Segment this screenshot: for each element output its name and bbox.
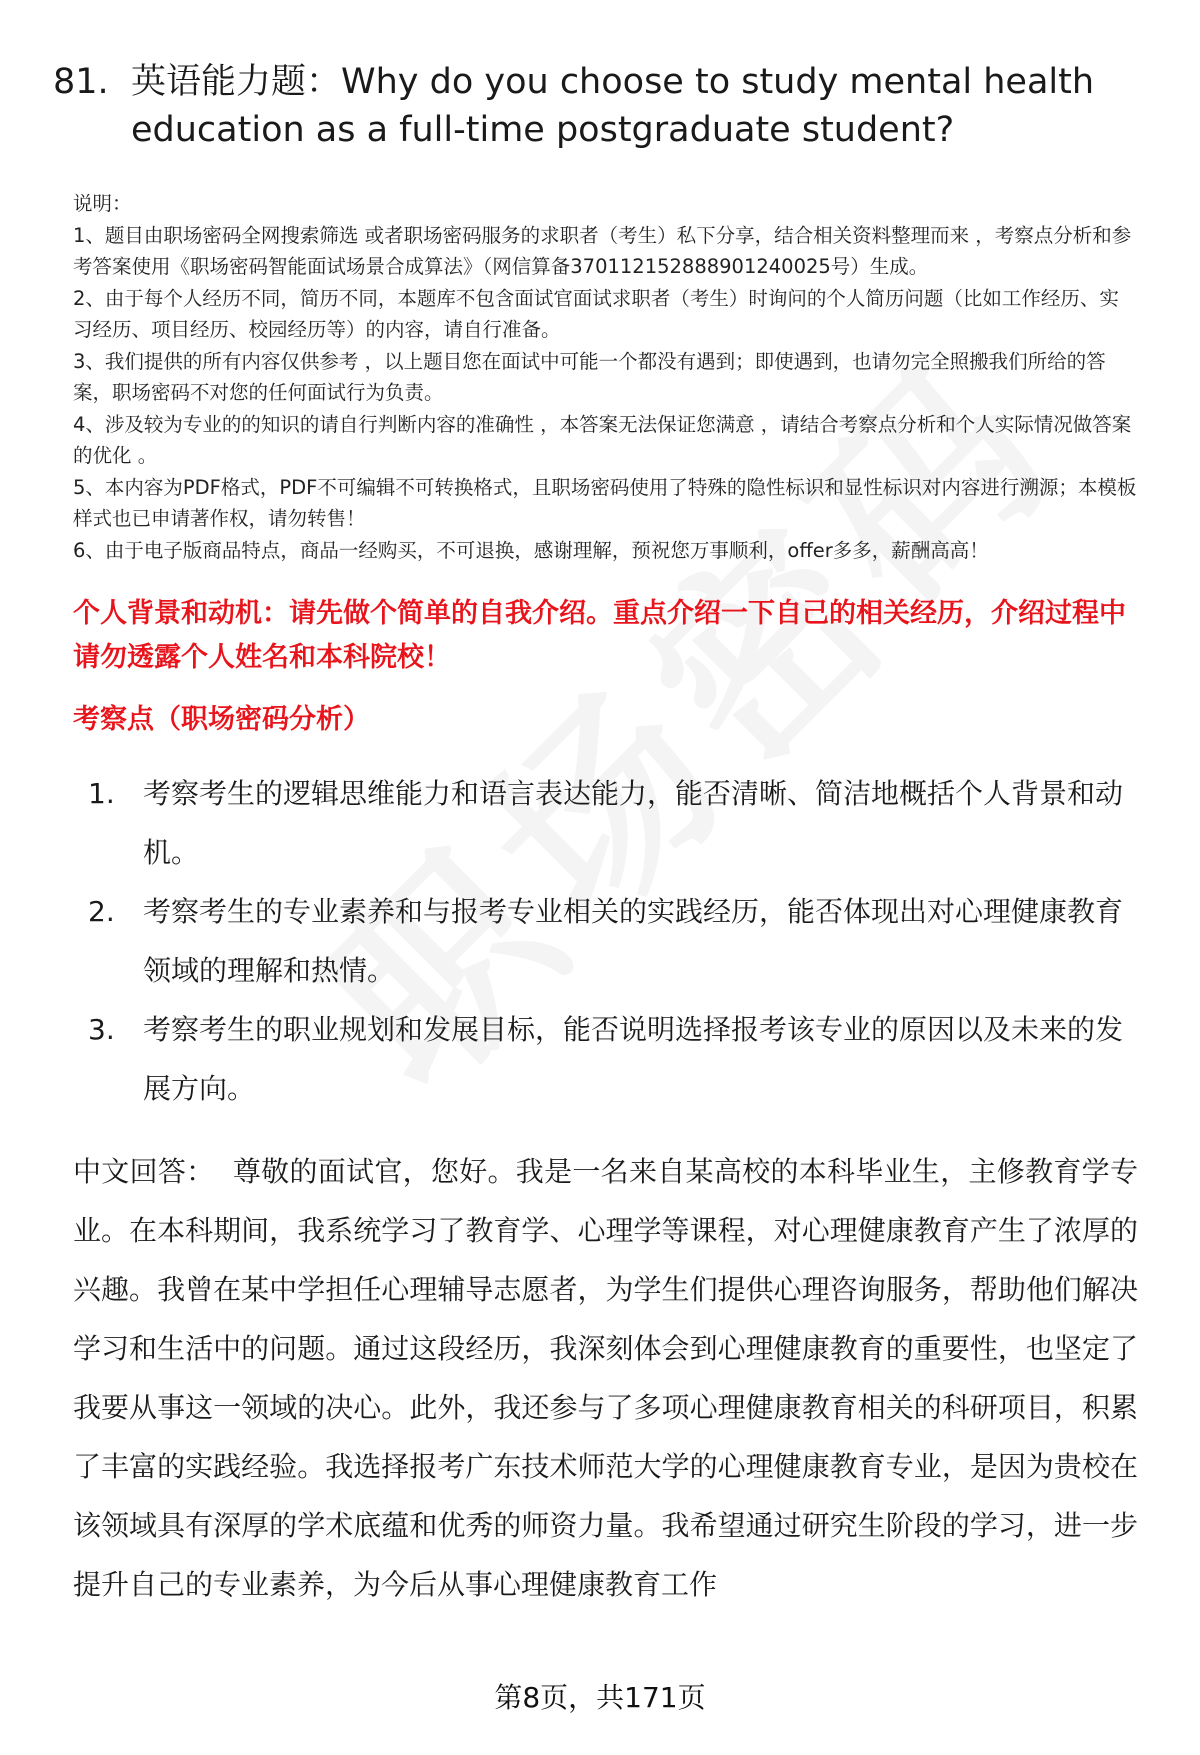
answer-label: 中文回答： bbox=[73, 1155, 215, 1188]
analysis-heading: 考察点（职场密码分析） bbox=[73, 704, 370, 735]
point-text: 考察考生的专业素养和与报考专业相关的实践经历，能否体现出对心理健康教育领域的理解和热情。 bbox=[143, 895, 1124, 987]
question-number: 81. bbox=[53, 62, 109, 102]
note-item: 4、涉及较为专业的的知识的请自行判断内容的准确性 ，本答案无法保证您满意 ，请结合考察点分析和个人实际情况做答案的优化 。 bbox=[73, 412, 1132, 467]
point-text: 考察考生的职业规划和发展目标，能否说明选择报考该专业的原因以及未来的发展方向。 bbox=[143, 1013, 1124, 1105]
note-item: 6、由于电子版商品特点，商品一经购买，不可退换，感谢理解，预祝您万事顺利，offer多多，薪酬高高！ bbox=[73, 538, 989, 562]
analysis-point bbox=[73, 1000, 1138, 1118]
note-item: 2、由于每个人经历不同，简历不同，本题库不包含面试官面试求职者（考生）时询问的个人简历问题（比如工作经历、实习经历、项目经历、校园经历等）的内容，请自行准备。 bbox=[73, 286, 1119, 341]
note-item: 5、本内容为PDF格式，PDF不可编辑不可转换格式，且职场密码使用了特殊的隐性标识和显性标识对内容进行溯源；本模板样式也已申请著作权，请勿转售！ bbox=[73, 475, 1137, 530]
question-text: 英语能力题：Why do you choose to study mental health education as a full-time postgraduate student? bbox=[131, 62, 1095, 150]
question-title bbox=[53, 58, 1138, 154]
point-number: 1. bbox=[88, 777, 115, 810]
analysis-point bbox=[73, 764, 1138, 882]
notes-label: 说明： bbox=[73, 192, 132, 215]
answer-paragraph bbox=[73, 1142, 1138, 1614]
point-number: 2. bbox=[88, 895, 115, 928]
note-item: 3、我们提供的所有内容仅供参考 ，以上题目您在面试中可能一个都没有遇到；即使遇到，也请勿完全照搬我们所给的答案，职场密码不对您的任何面试行为负责。 bbox=[73, 349, 1106, 404]
point-number: 3. bbox=[88, 1013, 115, 1046]
page-content bbox=[53, 58, 1138, 1614]
page-footer: 第8页，共171页 bbox=[0, 1678, 1200, 1718]
answer-text: 尊敬的面试官，您好。我是一名来自某高校的本科毕业生，主修教育学专业。在本科期间，我系统学习了教育学、心理学等课程，对心理健康教育产生了浓厚的兴趣。我曾在某中学担任心理辅导志愿者，为学生们提供心理咨询服务，帮助他们解决学习和生活中的问题。通过这段经历，我深刻体会到心理健康教育的重要性，也坚定了我要从事这一领域的决心。此外，我还参与了多项心理健康教育相关的科研项目，积累了丰富的实践经验。我选择报考广东技术师范大学的心理健康教育专业，是因为贵校在该领域具有深厚的学术底蕴和优秀的师资力量。我希望通过研究生阶段的学习，进一步提升自己的专业素养，为今后从事心理健康教育工作 bbox=[73, 1155, 1138, 1601]
analysis-points bbox=[73, 764, 1138, 1118]
notes-block bbox=[73, 188, 1138, 566]
point-text: 考察考生的逻辑思维能力和语言表达能力，能否清晰、简洁地概括个人背景和动机。 bbox=[143, 777, 1124, 869]
note-item: 1、题目由职场密码全网搜索筛选 或者职场密码服务的求职者（考生）私下分享，结合相关资料整理而来 ，考察点分析和参考答案使用《职场密码智能面试场景合成算法》（网信算备370112152888901240025号）生成。 bbox=[73, 223, 1132, 278]
analysis-point bbox=[73, 882, 1138, 1000]
section-heading: 个人背景和动机：请先做个简单的自我介绍。重点介绍一下自己的相关经历，介绍过程中请勿透露个人姓名和本科院校！ bbox=[73, 598, 1126, 673]
